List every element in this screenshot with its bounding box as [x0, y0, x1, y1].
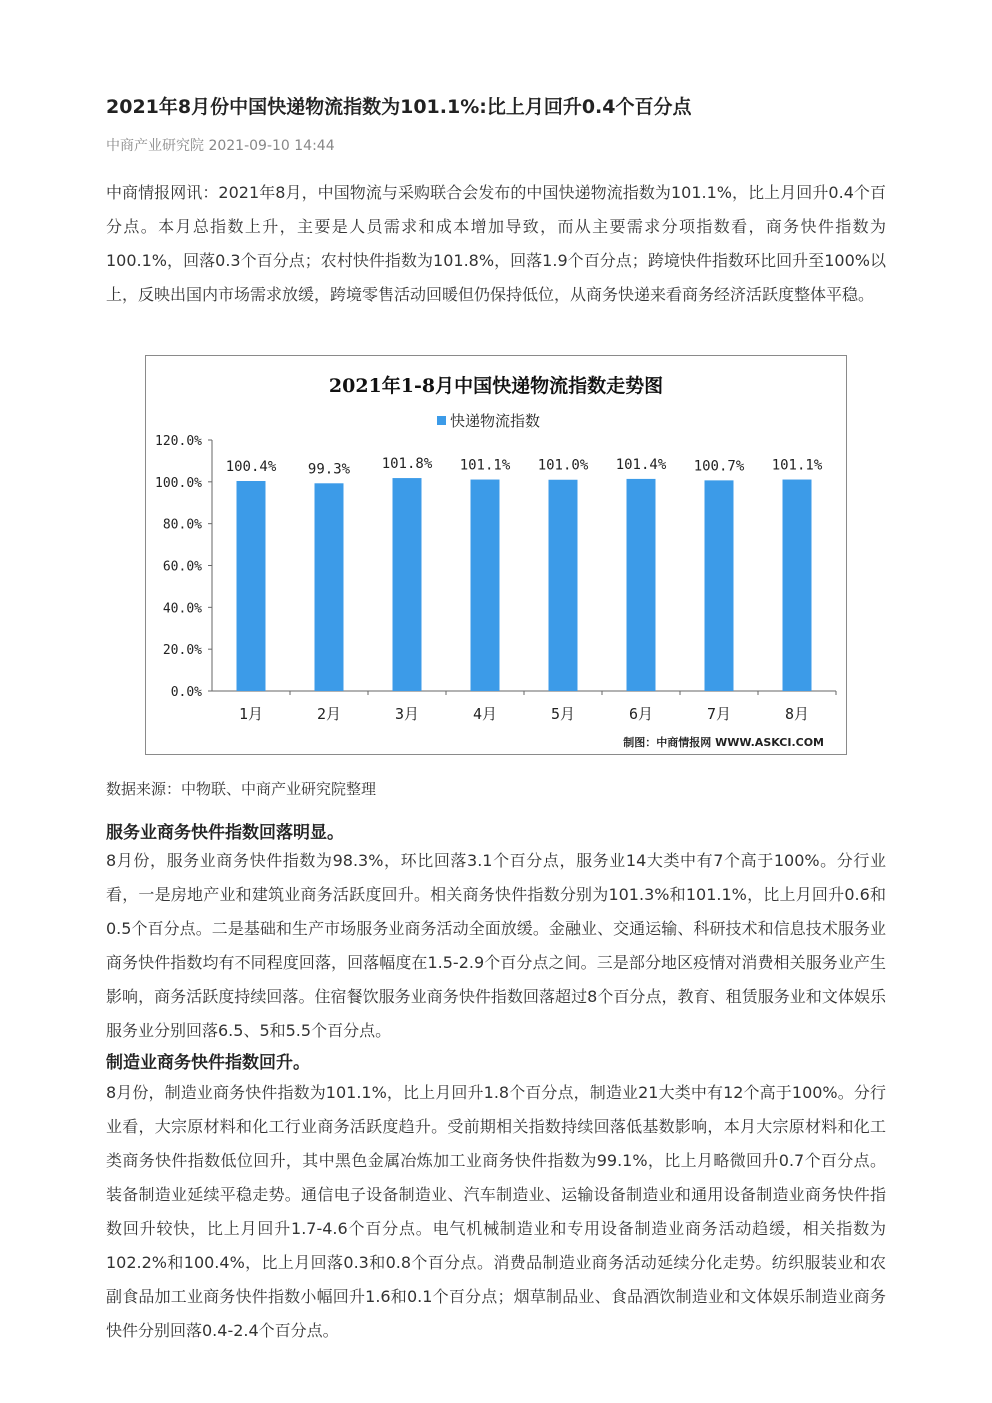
- y-tick-label: 120.0%: [155, 434, 202, 449]
- bar-7: [705, 480, 734, 691]
- bar-8: [783, 480, 812, 691]
- x-tick-label: 6月: [628, 705, 654, 723]
- x-tick-label: 4月: [472, 705, 498, 723]
- bar-4: [471, 480, 500, 691]
- y-tick-label: 80.0%: [162, 517, 202, 533]
- data-label: 100.4%: [225, 458, 277, 475]
- bar-3: [393, 478, 422, 691]
- section-heading-services: 服务业商务快件指数回落明显。: [106, 823, 344, 843]
- data-label: 101.4%: [615, 456, 667, 473]
- bar-5: [549, 480, 578, 691]
- legend-swatch: [437, 416, 446, 425]
- data-label: 99.3%: [307, 461, 351, 478]
- legend-label: 快递物流指数: [450, 412, 541, 430]
- x-tick-label: 2月: [316, 705, 342, 723]
- data-label: 101.1%: [459, 457, 511, 474]
- section-paragraph-manufacturing: 8月份，制造业商务快件指数为101.1%，比上月回升1.8个百分点，制造业21大类中有12个高于100%。分行业看，大宗原材料和化工行业商务活跃度趋升。受前期相关指数持续回落低基数影响，本月大宗原材料和化工类商务快件指数低位回升，其中黑色金属冶炼加工业商务快件指数为99.1%，比上月略微回升0.7个百分点。装备制造业延续平稳走势。通信电子设备制造业、汽车制造业、运输设备制造业和通用设备制造业商务快件指数回升较快，比上月回升1.7-4.6个百分点。电气机械制造业和专用设备制造业商务活动趋缓，相关指数为102.2%和100.4%，比上月回落0.3和0.8个百分点。消费品制造业商务活动延续分化走势。纺织服装业和农副食品加工业商务快件指数小幅回升1.6和0.1个百分点；烟草制品业、食品酒饮制造业和文体娱乐制造业商务快件分别回落0.4-2.4个百分点。: [106, 1083, 886, 1340]
- data-source: 数据来源：中物联、中商产业研究院整理: [106, 780, 377, 798]
- chart-title: 2021年1-8月中国快递物流指数走势图: [328, 375, 664, 397]
- x-tick-label: 7月: [706, 705, 732, 723]
- y-tick-label: 40.0%: [162, 601, 202, 617]
- x-tick-label: 8月: [784, 705, 810, 723]
- y-tick-label: 60.0%: [162, 559, 202, 575]
- chart-credit: 制图：中商情报网 WWW.ASKCI.COM: [623, 736, 824, 749]
- section-paragraph-services: 8月份，服务业商务快件指数为98.3%，环比回落3.1个百分点，服务业14大类中有7个高于100%。分行业看，一是房地产业和建筑业商务活跃度回升。相关商务快件指数分别为101.3%和101.1%，比上月回升0.6和0.5个百分点。二是基础和生产市场服务业商务活动全面放缓。金融业、交通运输、科研技术和信息技术服务业商务快件指数均有不同程度回落，回落幅度在1.5-2.9个百分点之间。三是部分地区疫情对消费相关服务业产生影响，商务活跃度持续回落。住宿餐饮服务业商务快件指数回落超过8个百分点，教育、租赁服务业和文体娱乐服务业分别回落6.5、5和5.5个百分点。: [106, 851, 886, 1040]
- section-heading-manufacturing: 制造业商务快件指数回升。: [106, 1053, 310, 1073]
- data-label: 101.1%: [771, 457, 823, 474]
- y-tick-label: 100.0%: [155, 475, 202, 491]
- y-tick-label: 20.0%: [162, 643, 202, 659]
- x-tick-label: 5月: [550, 705, 576, 723]
- intro-paragraph: 中商情报网讯：2021年8月，中国物流与采购联合会发布的中国快递物流指数为101.1%，比上月回升0.4个百分点。本月总指数上升，主要是人员需求和成本增加导致，而从主要需求分项指数看，商务快件指数为100.1%，回落0.3个百分点；农村快件指数为101.8%，回落1.9个百分点；跨境快件指数环比回升至100%以上，反映出国内市场需求放缓，跨境零售活动回暖但仍保持低位，从商务快递来看商务经济活跃度整体平稳。: [106, 183, 886, 304]
- data-label: 101.0%: [537, 457, 589, 474]
- data-label: 101.8%: [381, 456, 433, 473]
- bar-6: [627, 479, 656, 691]
- chart-figure: [145, 355, 847, 755]
- article-meta: 中商产业研究院 2021-09-10 14:44: [106, 138, 335, 154]
- x-tick-label: 1月: [238, 705, 264, 723]
- bar-2: [315, 483, 344, 691]
- y-tick-label: 0.0%: [170, 685, 202, 700]
- bar-chart: [146, 356, 846, 754]
- x-tick-label: 3月: [394, 705, 420, 723]
- article-title: 2021年8月份中国快递物流指数为101.1%:比上月回升0.4个百分点: [106, 96, 692, 118]
- bar-1: [237, 481, 266, 691]
- data-label: 100.7%: [693, 458, 745, 475]
